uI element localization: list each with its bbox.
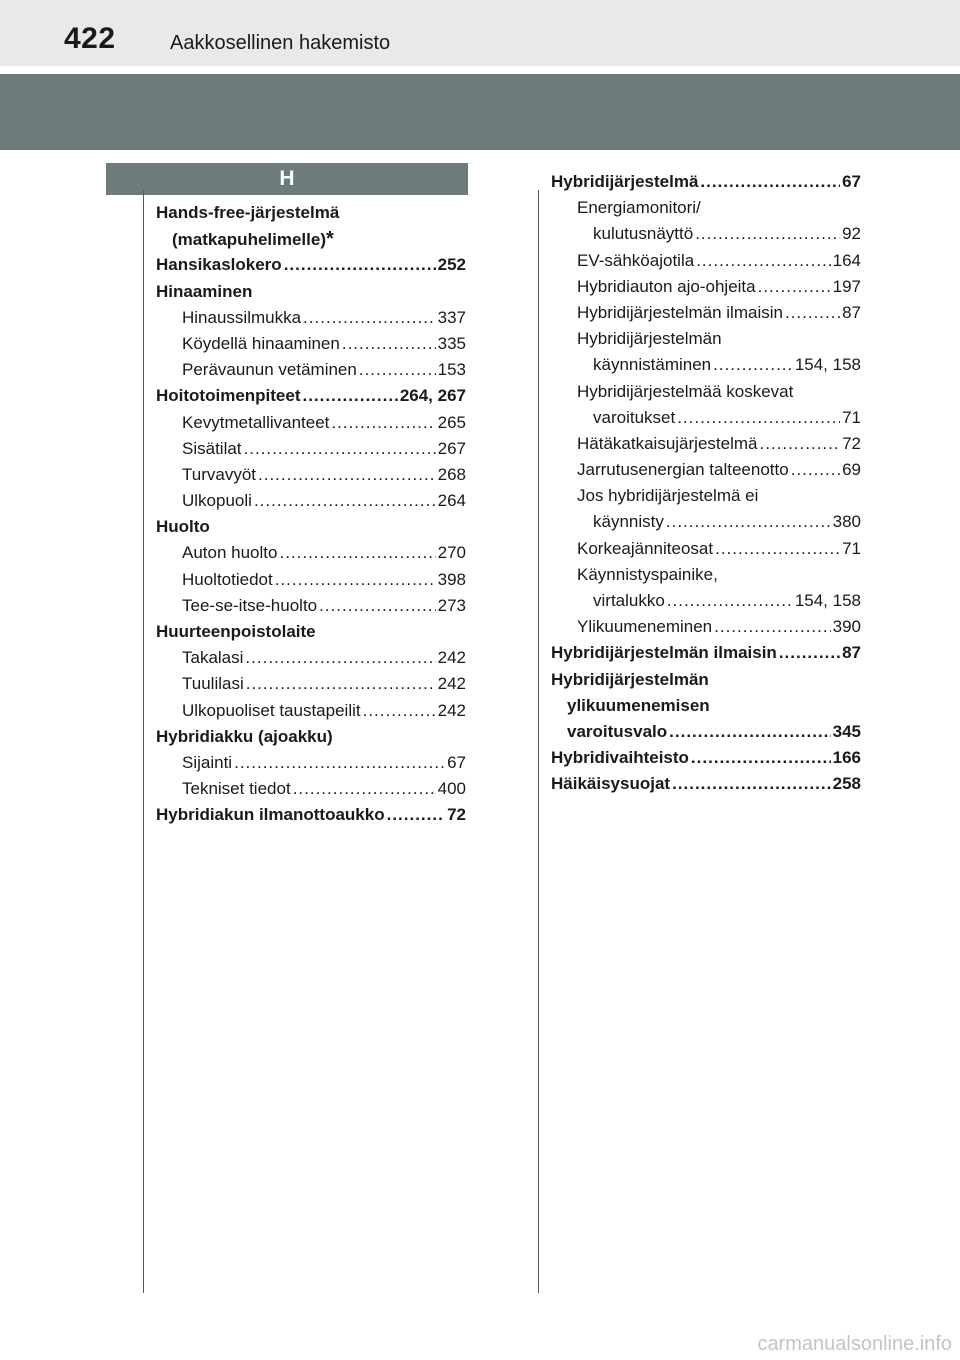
header-banner: [0, 74, 960, 150]
index-entry: [156, 671, 466, 697]
index-entry: [551, 719, 861, 745]
index-entry: [156, 540, 466, 566]
entry-text: Häikäisysuojat: [551, 774, 671, 794]
entry-text: kulutusnäyttö: [593, 224, 694, 244]
leader-dots: [713, 352, 793, 378]
entry-text: Auton huolto: [182, 543, 278, 563]
footer-watermark: carmanualsonline.info: [757, 1333, 952, 1355]
entry-text: Hybridivaihteisto: [551, 748, 689, 768]
leader-dots: [669, 719, 830, 745]
entry-text: Tee-se-itse-huolto: [182, 595, 318, 615]
leader-dots: [293, 776, 436, 802]
entry-page-ref: 242: [437, 700, 466, 720]
index-entry: [551, 693, 861, 719]
entry-page-ref: 380: [832, 512, 861, 532]
entry-text: varoitukset: [593, 407, 676, 427]
entry-text: varoitusvalo: [567, 721, 668, 741]
leader-dots: [234, 750, 445, 776]
index-entry: [156, 410, 466, 436]
leader-dots: [284, 252, 436, 278]
index-column-left: [156, 200, 466, 829]
entry-page-ref: 400: [437, 779, 466, 799]
entry-page-ref: 164: [832, 250, 861, 270]
leader-dots: [758, 274, 831, 300]
entry-text: Hybridijärjestelmän: [577, 329, 722, 349]
entry-text: Hybridiakun ilmanottoaukko: [156, 805, 385, 825]
entry-text: Hinaussilmukka: [182, 307, 302, 327]
entry-text: Hansikaslokero: [156, 255, 282, 275]
leader-dots: [331, 410, 435, 436]
index-entry: [551, 431, 861, 457]
entry-page-ref: 390: [832, 617, 861, 637]
entry-page-ref: 264: [437, 491, 466, 511]
index-entry: [156, 619, 466, 645]
index-entry: [551, 745, 861, 771]
index-entry: [551, 274, 861, 300]
index-entry: [551, 379, 861, 405]
entry-text: Sisätilat: [182, 438, 242, 458]
entry-text: Huoltotiedot: [182, 569, 273, 589]
leader-dots: [695, 221, 840, 247]
entry-page-ref: 398: [437, 569, 466, 589]
index-entry: [551, 483, 861, 509]
leader-dots: [700, 169, 840, 195]
entry-text: Korkeajänniteosat: [577, 538, 714, 558]
leader-dots: [279, 540, 435, 566]
entry-page-ref: 71: [842, 407, 861, 427]
index-entry: [551, 352, 861, 378]
page-number: 422: [64, 22, 116, 55]
index-entry: [551, 221, 861, 247]
entry-page-ref: 72: [447, 805, 466, 825]
entry-page-ref: 268: [437, 464, 466, 484]
index-entry: [156, 436, 466, 462]
index-entry: [551, 405, 861, 431]
index-entry: [551, 667, 861, 693]
entry-text: Hätäkatkaisujärjestelmä: [577, 433, 758, 453]
entry-text: Ulkopuoliset taustapeilit: [182, 700, 361, 720]
entry-text: Hybridijärjestelmää koskevat: [577, 381, 794, 401]
index-entry: [156, 226, 466, 252]
entry-text: Hybridijärjestelmän ilmaisin: [551, 643, 777, 663]
index-entry: [551, 169, 861, 195]
entry-page-ref: 197: [832, 276, 861, 296]
index-entry: [156, 305, 466, 331]
entry-page-ref: 335: [437, 333, 466, 353]
leader-dots: [275, 567, 436, 593]
leader-dots: [244, 436, 436, 462]
leader-dots: [691, 745, 831, 771]
index-column-right: [551, 169, 861, 798]
leader-dots: [677, 405, 840, 431]
entry-text: Ulkopuoli: [182, 491, 252, 511]
entry-text: Sijainti: [182, 752, 233, 772]
entry-footnote-mark: *: [326, 228, 334, 251]
index-entry: [551, 457, 861, 483]
leader-dots: [785, 300, 840, 326]
entry-page-ref: 270: [437, 543, 466, 563]
leader-dots: [715, 536, 840, 562]
index-entry: [156, 488, 466, 514]
leader-dots: [672, 771, 831, 797]
entry-text: käynnistäminen: [593, 355, 712, 375]
leader-dots: [791, 457, 840, 483]
index-entry: [156, 331, 466, 357]
entry-text: Hands-free-järjestelmä: [156, 203, 340, 222]
entry-text: Ylikuumeneminen: [577, 617, 713, 637]
entry-page-ref: 166: [832, 748, 861, 768]
index-entry: [156, 698, 466, 724]
leader-dots: [245, 645, 435, 671]
entry-text: Hoitotoimenpiteet: [156, 386, 301, 406]
leader-dots: [246, 671, 436, 697]
entry-page-ref: 273: [437, 595, 466, 615]
leader-dots: [696, 248, 830, 274]
entry-page-ref: 267: [437, 438, 466, 458]
entry-page-ref: 71: [842, 538, 861, 558]
entry-text: Hybridijärjestelmän: [551, 669, 709, 689]
index-letter-heading: H: [106, 163, 468, 195]
index-entry: [551, 248, 861, 274]
index-entry: [156, 200, 466, 226]
leader-dots: [387, 802, 445, 828]
entry-text: Hinaaminen: [156, 281, 253, 301]
entry-text: EV-sähköajotila: [577, 250, 695, 270]
entry-page-ref: 67: [842, 172, 861, 191]
entry-page-ref: 264, 267: [399, 386, 466, 406]
entry-page-ref: 153: [437, 360, 466, 380]
index-entry: [551, 771, 861, 797]
left-column-rule: [143, 190, 144, 1293]
section-title: Aakkosellinen hakemisto: [170, 32, 391, 54]
entry-page-ref: 87: [842, 643, 861, 663]
leader-dots: [359, 357, 436, 383]
entry-page-ref: 69: [842, 460, 861, 480]
entry-text: (matkapuhelimelle): [172, 230, 326, 250]
entry-text: käynnisty: [593, 512, 664, 532]
leader-dots: [254, 488, 436, 514]
entry-page-ref: 154, 158: [794, 355, 861, 375]
index-entry: [156, 252, 466, 278]
entry-text: ylikuumenemisen: [567, 695, 710, 715]
index-entry: [551, 195, 861, 221]
entry-text: Kevytmetallivanteet: [182, 412, 330, 432]
index-entry: [156, 279, 466, 305]
leader-dots: [363, 698, 436, 724]
entry-text: Turvavyöt: [182, 464, 257, 484]
index-entry: [156, 593, 466, 619]
index-entry: [156, 383, 466, 409]
entry-text: Köydellä hinaaminen: [182, 333, 340, 353]
entry-page-ref: 154, 158: [794, 591, 861, 610]
entry-page-ref: 258: [832, 774, 861, 794]
index-entry: [156, 776, 466, 802]
index-entry: [551, 562, 861, 588]
index-entry: [156, 802, 466, 828]
entry-text: virtalukko: [593, 591, 665, 610]
entry-text: Tuulilasi: [182, 674, 244, 694]
entry-text: Takalasi: [182, 648, 244, 668]
leader-dots: [667, 588, 793, 614]
index-entry: [551, 509, 861, 535]
index-entry: [551, 640, 861, 666]
index-entry: [156, 567, 466, 593]
page-header: [0, 0, 960, 66]
index-entry: [551, 536, 861, 562]
index-entry: [156, 750, 466, 776]
index-entry: [551, 614, 861, 640]
index-entry: [551, 588, 861, 614]
leader-dots: [779, 640, 840, 666]
index-entry: [551, 300, 861, 326]
entry-text: Jarrutusenergian talteenotto: [577, 460, 789, 480]
index-entry: [156, 357, 466, 383]
entry-page-ref: 87: [842, 302, 861, 322]
entry-page-ref: 345: [832, 721, 861, 741]
entry-text: Hybridiauton ajo-ohjeita: [577, 276, 756, 296]
entry-text: Huolto: [156, 517, 210, 537]
entry-text: Jos hybridijärjestelmä ei: [577, 486, 759, 506]
leader-dots: [303, 383, 398, 409]
entry-text: Hybridijärjestelmä: [551, 172, 699, 191]
leader-dots: [759, 431, 840, 457]
entry-text: Hybridijärjestelmän ilmaisin: [577, 302, 783, 322]
entry-page-ref: 265: [437, 412, 466, 432]
index-entry: [156, 462, 466, 488]
leader-dots: [666, 509, 831, 535]
leader-dots: [319, 593, 436, 619]
entry-text: Energiamonitori/: [577, 198, 701, 218]
entry-text: Perävaunun vetäminen: [182, 360, 357, 380]
entry-page-ref: 92: [842, 224, 861, 244]
index-entry: [156, 724, 466, 750]
entry-page-ref: 252: [437, 255, 466, 275]
entry-text: Käynnistyspainike,: [577, 564, 718, 584]
index-entry: [156, 514, 466, 540]
leader-dots: [714, 614, 830, 640]
index-entry: [156, 645, 466, 671]
entry-page-ref: 242: [437, 648, 466, 668]
entry-text: Huurteenpoistolaite: [156, 622, 316, 641]
entry-page-ref: 337: [437, 307, 466, 327]
entry-page-ref: 67: [447, 752, 466, 772]
index-entry: [551, 326, 861, 352]
entry-page-ref: 242: [437, 674, 466, 694]
entry-text: Tekniset tiedot: [182, 779, 291, 799]
leader-dots: [303, 305, 436, 331]
right-column-rule: [538, 190, 539, 1293]
entry-text: Hybridiakku (ajoakku): [156, 726, 333, 746]
leader-dots: [342, 331, 436, 357]
entry-page-ref: 72: [842, 433, 861, 453]
leader-dots: [258, 462, 436, 488]
